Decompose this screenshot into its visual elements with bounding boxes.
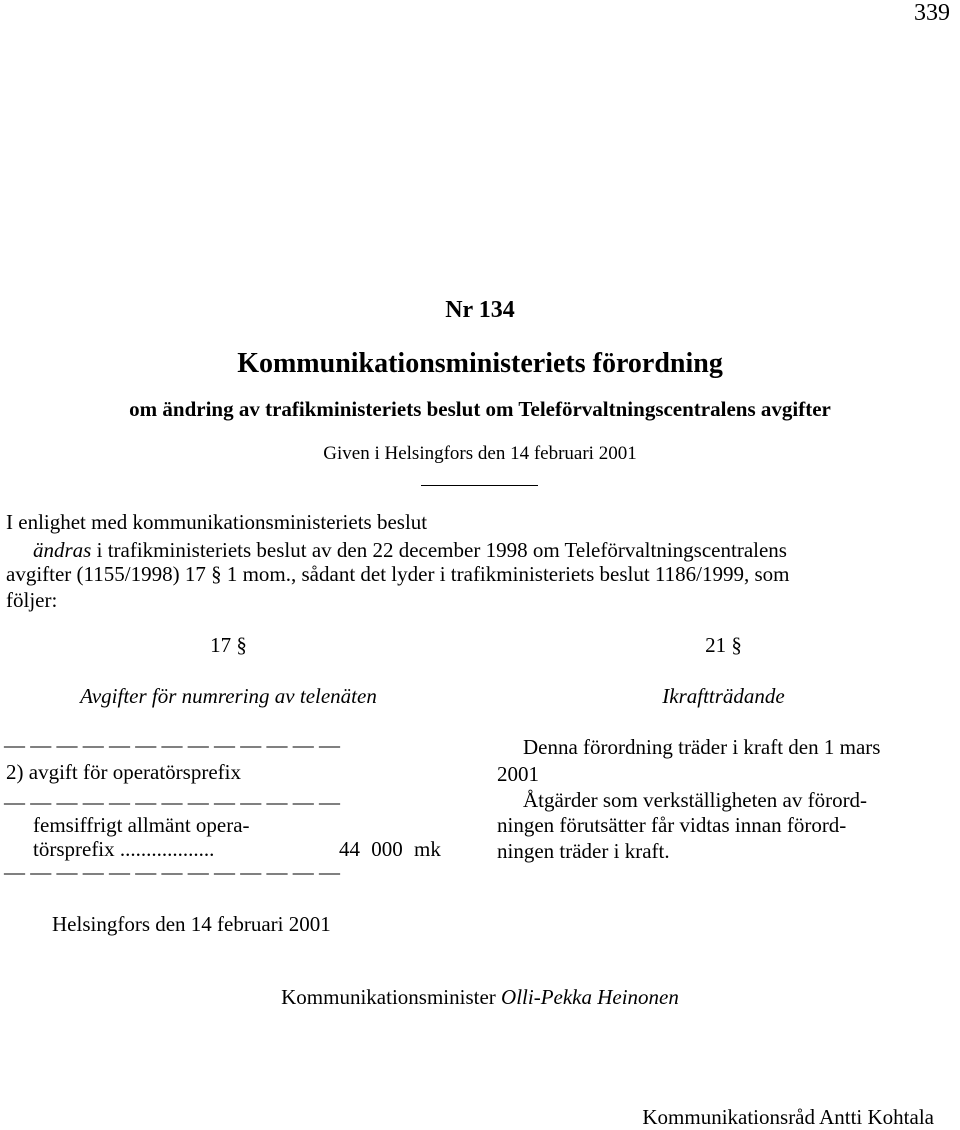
intro-line-1: I enlighet med kommunikationsministeriets beslut — [6, 510, 428, 534]
decree-number: Nr 134 — [445, 297, 515, 323]
intro-emphasis: ändras — [33, 538, 92, 562]
document-title: Kommunikationsministeriets förordning — [237, 348, 723, 379]
section-17-heading: Avgifter för numrering av telenäten — [80, 684, 377, 708]
section-21-number: 21 § — [705, 633, 742, 657]
intro-line-4: följer: — [6, 588, 58, 612]
fee-subitem-line-2: törsprefix .................. — [33, 837, 215, 861]
title-divider — [421, 485, 538, 486]
intro-line-2-text: i trafikministeriets beslut av den 22 december 1998 om Teleförvaltningscentralens — [91, 538, 787, 562]
fee-subitem-line-1: femsiffrigt allmänt opera- — [33, 813, 250, 837]
intro-line-3: avgifter (1155/1998) 17 § 1 mom., sådant det lyder i trafikministeriets beslut 1186/1999, som — [6, 562, 790, 586]
fee-item: 2) avgift för operatörsprefix — [6, 760, 241, 784]
section-21-heading: Ikraftträdande — [662, 684, 785, 708]
document-subtitle: om ändring av trafikministeriets beslut om Teleförvaltningscentralens avgifter — [129, 397, 831, 421]
minister-title: Kommunikationsminister — [281, 985, 496, 1009]
entry-into-force-line-3: Åtgärder som verkställigheten av förord- — [523, 788, 868, 812]
fee-amount: 44 000 mk — [339, 837, 441, 861]
page-number: 339 — [914, 0, 950, 26]
omission-dashes: — — — — — — — — — — — — — — [4, 733, 340, 757]
omission-dashes: — — — — — — — — — — — — — — [4, 790, 340, 814]
signing-place-date: Helsingfors den 14 februari 2001 — [52, 912, 331, 936]
entry-into-force-line-2: 2001 — [497, 762, 539, 786]
section-17-number: 17 § — [210, 633, 247, 657]
omission-dashes: — — — — — — — — — — — — — — [4, 860, 340, 884]
minister-name: Olli-Pekka Heinonen — [501, 985, 679, 1009]
intro-line-2 — [33, 538, 787, 563]
given-date: Given i Helsingfors den 14 februari 2001 — [323, 443, 637, 464]
counsellor-signature: Kommunikationsråd Antti Kohtala — [642, 1105, 934, 1129]
minister-signature — [0, 985, 960, 1010]
entry-into-force-line-5: ningen träder i kraft. — [497, 839, 670, 863]
entry-into-force-line-1: Denna förordning träder i kraft den 1 mars — [523, 735, 881, 759]
entry-into-force-line-4: ningen förutsätter får vidtas innan förord- — [497, 813, 847, 837]
